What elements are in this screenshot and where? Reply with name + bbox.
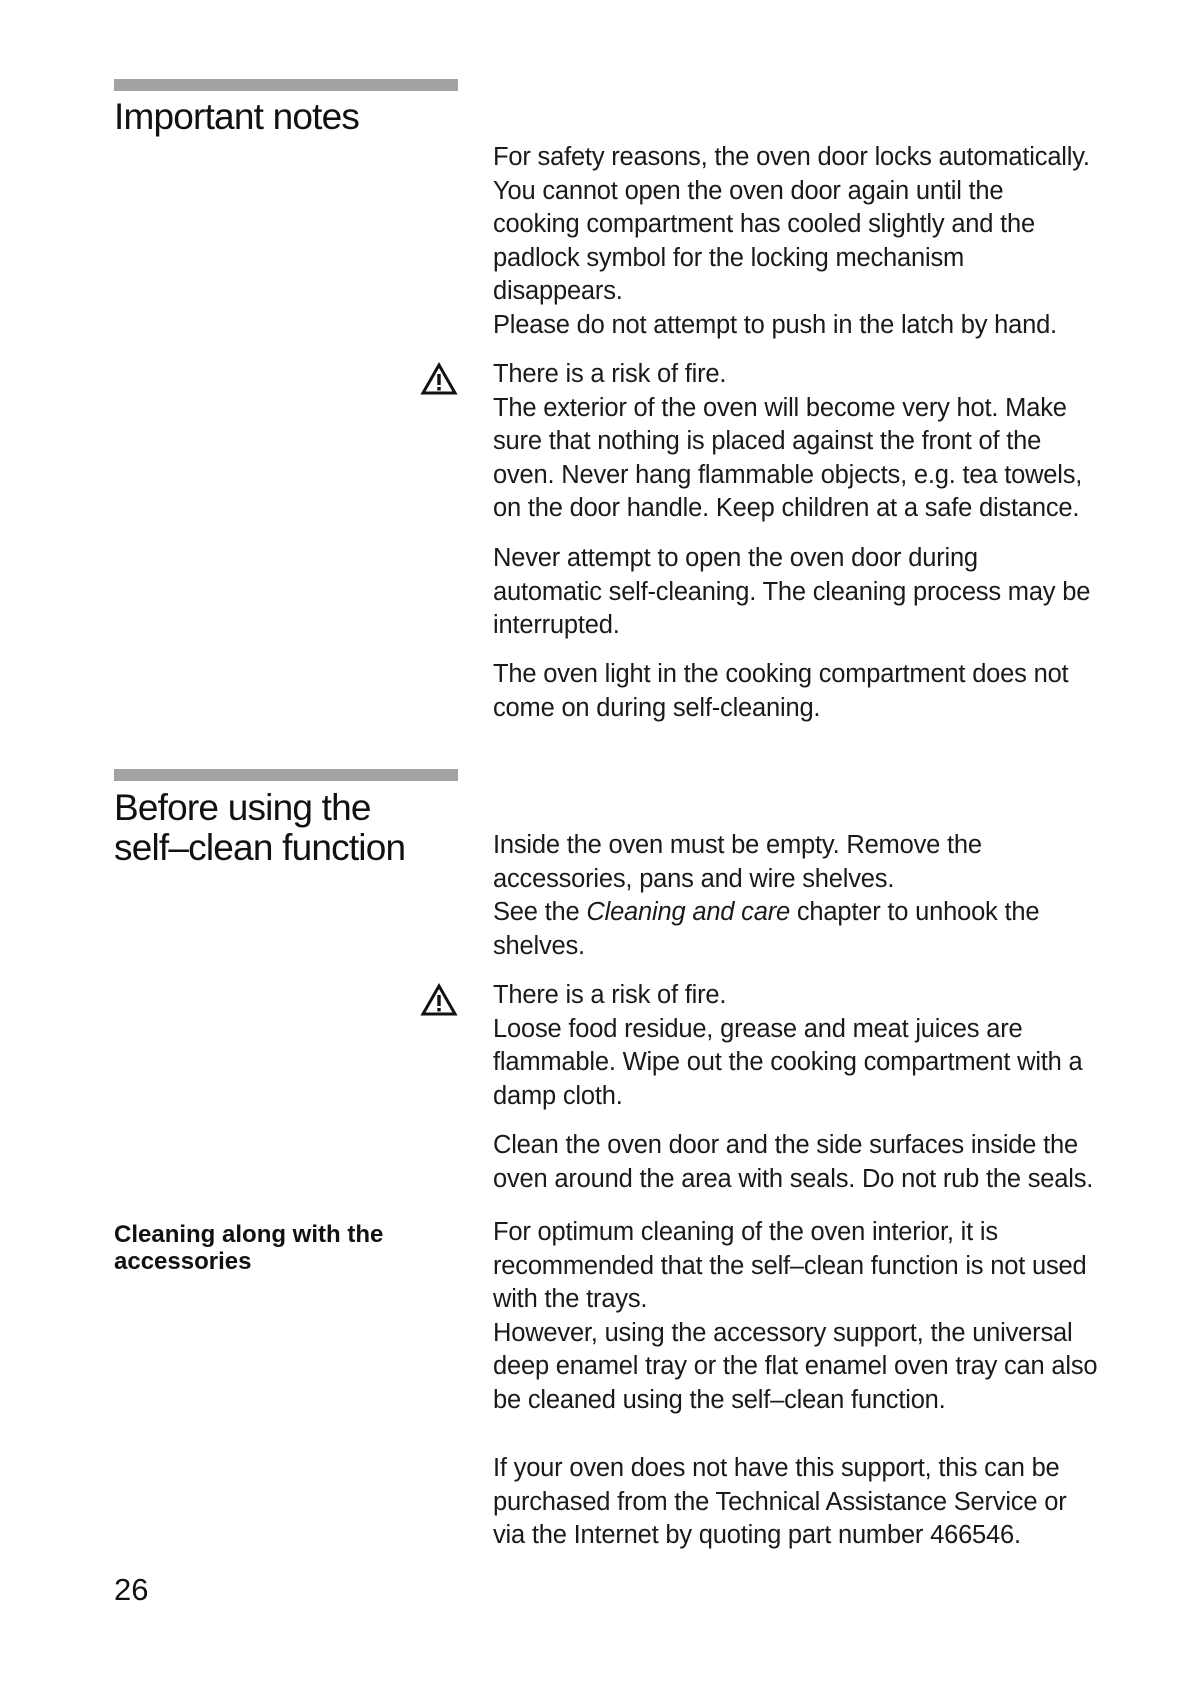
text-line: If your oven does not have this support, this can be bbox=[493, 1454, 1060, 1482]
text-line: disappears. bbox=[493, 277, 623, 305]
text-line: There is a risk of fire. bbox=[493, 981, 727, 1009]
text-line: oven. Never hang flammable objects, e.g. tea towels, bbox=[493, 460, 1083, 489]
paragraph-clean-door-seals bbox=[493, 1129, 1133, 1196]
section-divider-bar bbox=[114, 769, 458, 781]
text-line: padlock symbol for the locking mechanism bbox=[493, 243, 965, 272]
text-line: be cleaned using the self–clean function. bbox=[493, 1385, 946, 1414]
text-fragment: See the bbox=[493, 898, 587, 926]
text-line: interrupted. bbox=[493, 611, 620, 639]
text-line: Loose food residue, grease and meat juices are bbox=[493, 1014, 1023, 1043]
page-number: 26 bbox=[114, 1572, 149, 1607]
text-line: oven around the area with seals. Do not rub the seals. bbox=[493, 1164, 1094, 1193]
heading-line: self–clean function bbox=[114, 827, 406, 868]
text-line: with the trays. bbox=[493, 1285, 648, 1313]
text-line: sure that nothing is placed against the front of the bbox=[493, 427, 1042, 455]
paragraph-fire-risk-residue bbox=[493, 979, 1133, 1113]
paragraph-empty-oven bbox=[493, 829, 1133, 963]
paragraph-door-during-cleaning bbox=[493, 542, 1133, 643]
text-line: flammable. Wipe out the cooking compartment with a bbox=[493, 1048, 1083, 1076]
text-line: via the Internet by quoting part number 466546. bbox=[493, 1521, 1021, 1549]
text-line: accessories, pans and wire shelves. bbox=[493, 864, 895, 893]
paragraph-door-lock bbox=[493, 141, 1133, 342]
heading-line: Before using the bbox=[114, 787, 371, 828]
warning-triangle-icon bbox=[420, 362, 458, 396]
heading-before-self-clean bbox=[114, 788, 405, 868]
text-line: The oven light in the cooking compartment does not bbox=[493, 660, 1069, 688]
text-line: automatic self-cleaning. The cleaning process may be bbox=[493, 577, 1091, 606]
text-line: There is a risk of fire. bbox=[493, 360, 727, 388]
text-line: shelves. bbox=[493, 931, 585, 960]
text-line: damp cloth. bbox=[493, 1081, 623, 1110]
text-line: recommended that the self–clean function is not used bbox=[493, 1251, 1087, 1280]
heading-important-notes: Important notes bbox=[114, 96, 360, 137]
text-fragment: chapter to unhook the bbox=[789, 898, 1040, 926]
paragraph-fire-risk-exterior bbox=[493, 358, 1133, 526]
text-line: However, using the accessory support, the universal bbox=[493, 1318, 1073, 1347]
text-line: Clean the oven door and the side surfaces inside the bbox=[493, 1131, 1078, 1159]
text-line: You cannot open the oven door again until the bbox=[493, 176, 1004, 205]
text-line: cooking compartment has cooled slightly and the bbox=[493, 210, 1036, 238]
subheading-line: Cleaning along with the bbox=[114, 1221, 384, 1248]
text-line: come on during self-cleaning. bbox=[493, 693, 821, 722]
text-line: The exterior of the oven will become very hot. Make bbox=[493, 393, 1067, 422]
warning-triangle-icon bbox=[420, 983, 458, 1017]
text-line: Please do not attempt to push in the latch by hand. bbox=[493, 310, 1057, 339]
subheading-line: accessories bbox=[114, 1248, 252, 1275]
text-line: Never attempt to open the oven door during bbox=[493, 544, 978, 572]
text-line: deep enamel tray or the flat enamel oven tray can also bbox=[493, 1352, 1098, 1380]
subheading-cleaning-accessories bbox=[114, 1221, 383, 1275]
paragraph-support-purchase bbox=[493, 1452, 1133, 1553]
chapter-reference: Cleaning and care bbox=[586, 898, 790, 926]
text-line: For safety reasons, the oven door locks automatically. bbox=[493, 143, 1090, 171]
text-line bbox=[493, 896, 1133, 930]
section-divider-bar bbox=[114, 79, 458, 91]
text-line: For optimum cleaning of the oven interior, it is bbox=[493, 1218, 998, 1246]
text-line: purchased from the Technical Assistance Service or bbox=[493, 1487, 1067, 1516]
paragraph-optimum-cleaning bbox=[493, 1216, 1133, 1417]
text-line: Inside the oven must be empty. Remove the bbox=[493, 831, 982, 859]
paragraph-oven-light bbox=[493, 658, 1133, 725]
text-line: on the door handle. Keep children at a safe distance. bbox=[493, 494, 1080, 522]
